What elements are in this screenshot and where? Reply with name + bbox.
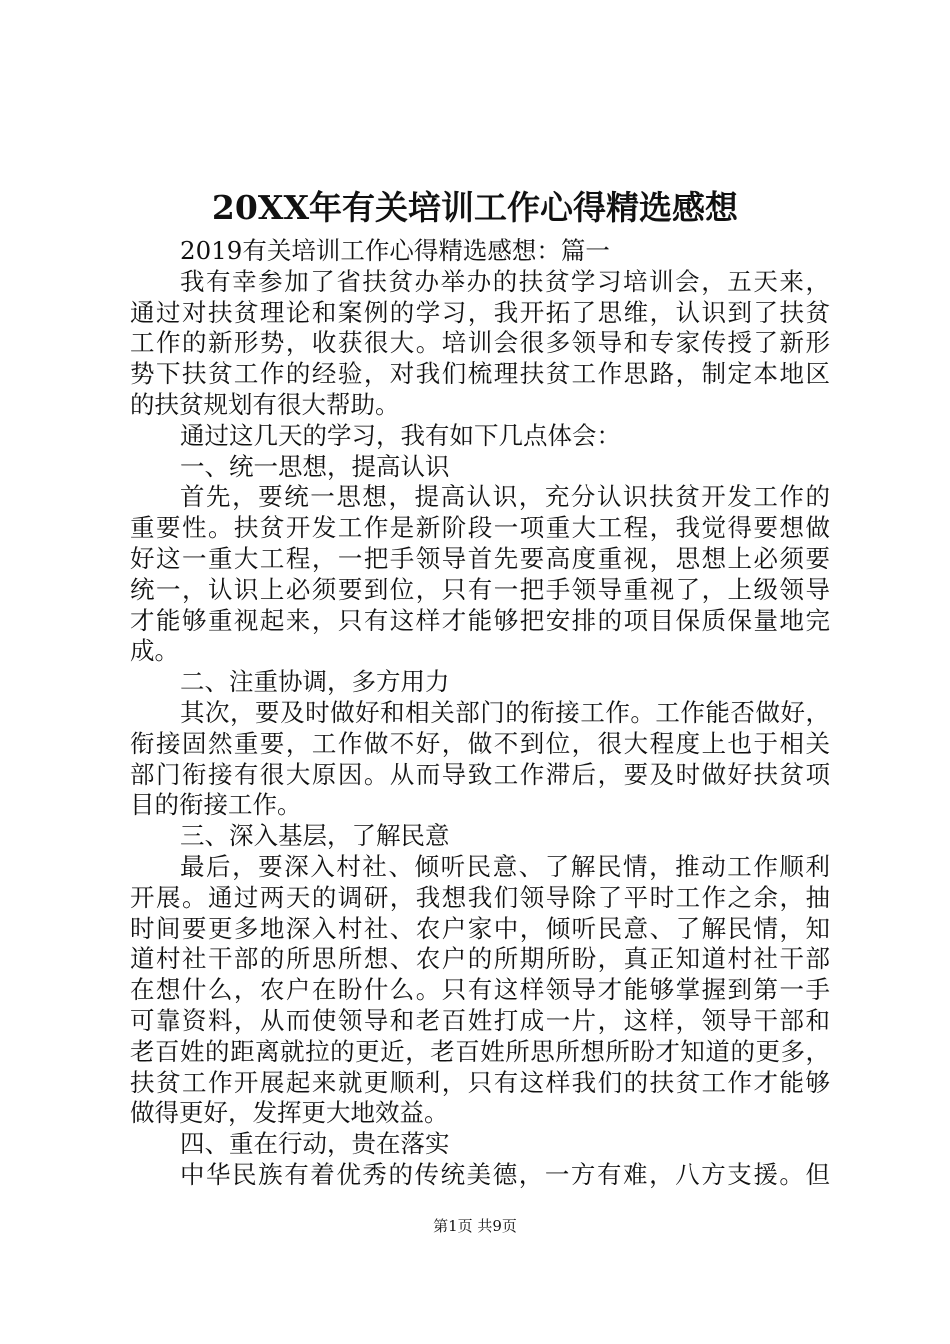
body-text-line: 可靠资料，从而使领导和老百姓打成一片，这样，领导干部和 <box>130 1005 830 1035</box>
body-text-line: 开展。通过两天的调研，我想我们领导除了平时工作之余，抽 <box>130 882 830 912</box>
body-text-line: 二、注重协调，多方用力 <box>180 667 450 697</box>
body-text-line: 四、重在行动，贵在落实 <box>180 1129 450 1159</box>
body-text-line: 我有幸参加了省扶贫办举办的扶贫学习培训会，五天来， <box>180 266 830 296</box>
body-text-line: 最后，要深入村社、倾听民意、了解民情，推动工作顺利 <box>180 851 830 881</box>
body-text-line: 目的衔接工作。 <box>130 790 302 820</box>
body-text-line: 一、统一思想，提高认识 <box>180 451 450 481</box>
document-body <box>130 236 830 1191</box>
body-text-line: 其次，要及时做好和相关部门的衔接工作。工作能否做好， <box>180 697 830 727</box>
body-text-line: 通过这几天的学习，我有如下几点体会： <box>180 420 621 450</box>
body-text-line: 中华民族有着优秀的传统美德，一方有难，八方支援。但 <box>180 1159 830 1189</box>
body-text-line: 势下扶贫工作的经验，对我们梳理扶贫工作思路，制定本地区 <box>130 359 830 389</box>
body-text-line: 老百姓的距离就拉的更近，老百姓所思所想所盼才知道的更多， <box>130 1036 830 1066</box>
body-text-line: 首先，要统一思想，提高认识，充分认识扶贫开发工作的 <box>180 482 830 512</box>
body-text-line: 统一，认识上必须要到位，只有一把手领导重视了，上级领导 <box>130 574 830 604</box>
body-text-line: 通过对扶贫理论和案例的学习，我开拓了思维，认识到了扶贫 <box>130 297 830 327</box>
body-text-line: 部门衔接有很大原因。从而导致工作滞后，要及时做好扶贫项 <box>130 759 830 789</box>
body-text-line: 2019有关培训工作心得精选感想：篇一 <box>180 236 610 265</box>
body-text-line: 扶贫工作开展起来就更顺利，只有这样我们的扶贫工作才能够 <box>130 1067 830 1097</box>
body-text-line: 好这一重大工程，一把手领导首先要高度重视，思想上必须要 <box>130 543 830 573</box>
body-text-line: 做得更好，发挥更大地效益。 <box>130 1098 449 1128</box>
page-footer: 第1页 共9页 <box>433 1217 517 1235</box>
body-text-line: 工作的新形势，收获很大。培训会很多领导和专家传授了新形 <box>130 328 830 358</box>
body-text-line: 在想什么，农户在盼什么。只有这样领导才能够掌握到第一手 <box>130 975 830 1005</box>
body-text-line: 才能够重视起来，只有这样才能够把安排的项目保质保量地完 <box>130 605 830 635</box>
body-text-line: 衔接固然重要，工作做不好，做不到位，很大程度上也于相关 <box>130 728 830 758</box>
body-text-line: 道村社干部的所思所想、农户的所期所盼，真正知道村社干部 <box>130 944 830 974</box>
body-text-line: 成。 <box>130 636 179 666</box>
body-text-line: 时间要更多地深入村社、农户家中，倾听民意、了解民情，知 <box>130 913 830 943</box>
body-text-line: 重要性。扶贫开发工作是新阶段一项重大工程，我觉得要想做 <box>130 513 830 543</box>
body-text-line: 的扶贫规划有很大帮助。 <box>130 389 400 419</box>
body-text-line: 三、深入基层，了解民意 <box>180 821 450 851</box>
document-title: 20XX年有关培训工作心得精选感想 <box>211 188 739 227</box>
